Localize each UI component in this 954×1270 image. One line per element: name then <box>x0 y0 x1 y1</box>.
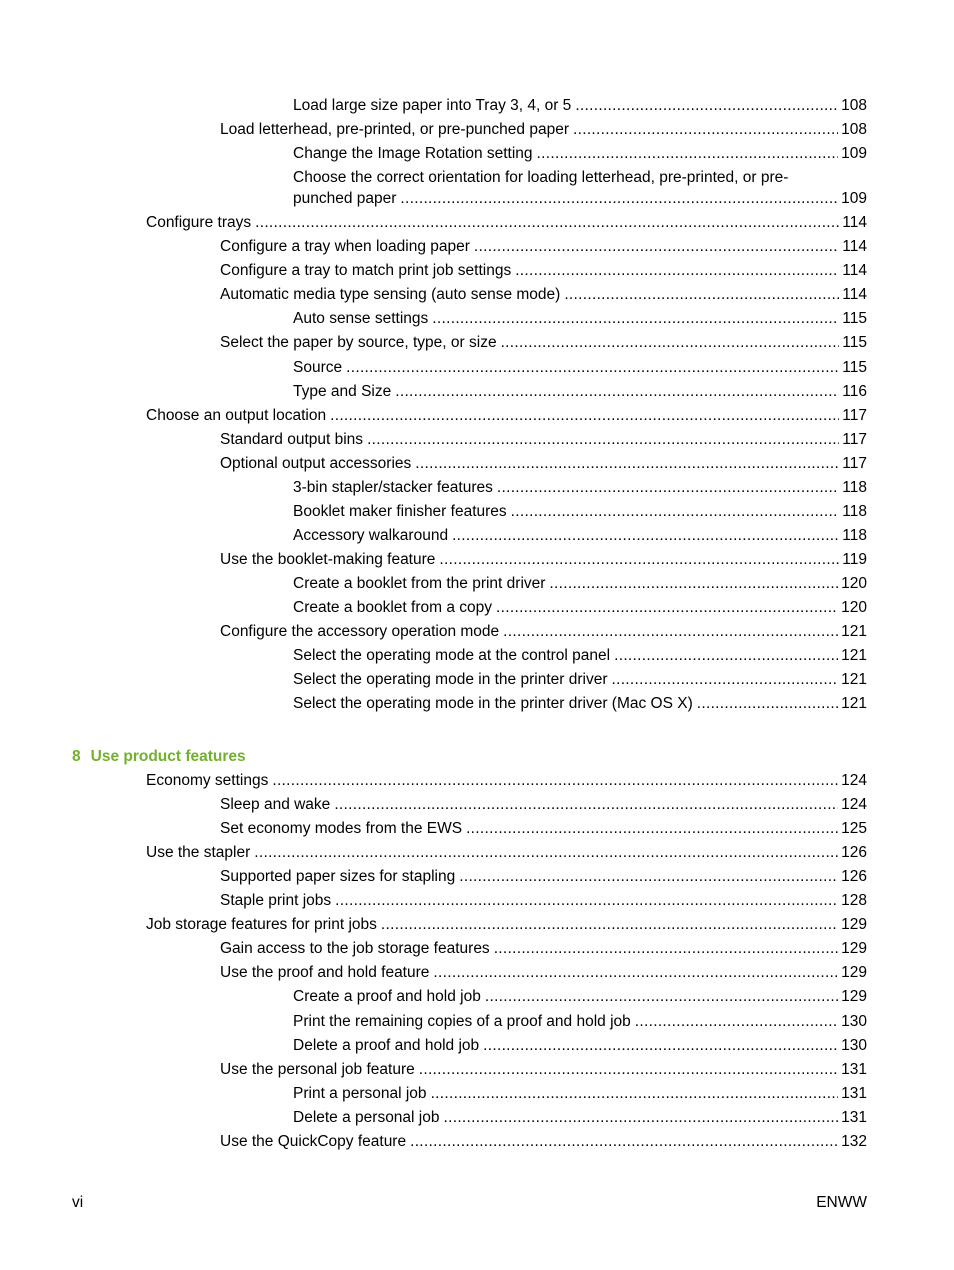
toc-entry-title: Set economy modes from the EWS <box>220 820 463 838</box>
toc-entry-page-number: 108 <box>841 121 867 139</box>
dot-leader <box>395 383 839 401</box>
toc-entry-title: Select the paper by source, type, or size <box>220 334 497 352</box>
toc-entry-page-number: 126 <box>841 868 867 886</box>
toc-entry-title: Type and Size <box>293 382 392 400</box>
dot-leader <box>483 1037 838 1055</box>
dot-leader <box>335 892 838 910</box>
toc-entry-title: Create a booklet from a copy <box>293 599 493 616</box>
toc-entry-title: Use the booklet-making feature <box>220 550 436 568</box>
dot-leader <box>573 121 838 139</box>
dot-leader <box>515 262 839 280</box>
dot-leader <box>439 551 839 569</box>
dot-leader <box>334 796 838 814</box>
dot-leader <box>496 599 838 617</box>
toc-entry-level-1[interactable] <box>146 916 867 934</box>
toc-entry-level-2[interactable] <box>220 551 867 569</box>
toc-entry-title: Standard output bins <box>220 430 364 448</box>
toc-entry-title: Delete a proof and hold job <box>293 1036 480 1054</box>
toc-entry-title: Configure the accessory operation mode <box>220 623 500 641</box>
toc-entry-page-number: 117 <box>842 406 867 424</box>
toc-entry-title: Configure trays <box>146 214 252 232</box>
dot-leader <box>697 695 838 713</box>
toc-entry-level-2[interactable] <box>220 121 867 139</box>
toc-entry-page-number: 114 <box>842 262 867 280</box>
dot-leader <box>614 647 838 665</box>
toc-entry-title: Sleep and wake <box>220 796 331 814</box>
toc-entry-level-3[interactable] <box>293 479 867 497</box>
toc-entry-page-number: 126 <box>841 844 867 862</box>
toc-entry-page-number: 130 <box>841 1036 867 1054</box>
toc-entry-title: Change the Image Rotation setting <box>293 145 533 163</box>
toc-entry-title: Load large size paper into Tray 3, 4, or 5 <box>293 97 572 114</box>
toc-entry-level-3[interactable] <box>293 988 867 1006</box>
chapter-heading <box>72 748 246 766</box>
toc-entry-page-number: 114 <box>842 238 867 256</box>
toc-entry-level-2[interactable] <box>220 892 867 910</box>
dot-leader <box>501 334 840 352</box>
toc-entry-title-line1: Choose the correct orientation for loading letterhead, pre-printed, or pre- <box>293 169 789 187</box>
toc-entry-level-3[interactable] <box>293 383 867 401</box>
toc-entry-level-2[interactable] <box>220 623 867 641</box>
toc-entry-page-number: 120 <box>841 599 867 616</box>
toc-entry-level-2[interactable] <box>220 820 867 838</box>
toc-entry-level-2[interactable] <box>220 262 867 280</box>
chapter-number: 8 <box>72 748 81 765</box>
toc-entry-level-3[interactable] <box>293 647 867 665</box>
toc-entry-title: Configure a tray to match print job settings <box>220 262 512 280</box>
toc-entry-page-number: 118 <box>842 478 867 496</box>
toc-entry-title: Gain access to the job storage features <box>220 940 490 958</box>
dot-leader <box>549 575 838 593</box>
toc-entry-page-number: 114 <box>842 214 867 232</box>
dot-leader <box>537 145 839 163</box>
toc-entry-page-number: 129 <box>841 916 867 934</box>
toc-entry-page-number: 129 <box>841 940 867 958</box>
dot-leader <box>415 455 839 473</box>
dot-leader <box>452 527 839 545</box>
toc-entry-title: Supported paper sizes for stapling <box>220 868 456 886</box>
toc-entry-page-number: 109 <box>841 145 867 163</box>
toc-entry-page-number: 121 <box>841 623 867 641</box>
toc-entry-page-number: 120 <box>841 574 867 592</box>
dot-leader <box>611 671 838 689</box>
toc-entry-page-number: 117 <box>842 454 867 472</box>
toc-entry-title: Select the operating mode in the printer driver <box>293 671 608 689</box>
toc-entry-title: Delete a personal job <box>293 1108 440 1126</box>
toc-entry-page-number: 121 <box>841 647 867 665</box>
dot-leader <box>330 407 839 425</box>
toc-entry-title: Job storage features for print jobs <box>146 916 377 934</box>
toc-entry-level-3[interactable] <box>293 575 867 593</box>
toc-entry-title: Use the QuickCopy feature <box>220 1132 407 1150</box>
toc-entry-page-number: 124 <box>841 796 867 814</box>
footer-page-number: vi <box>72 1194 84 1211</box>
toc-entry-level-3[interactable] <box>293 1037 867 1055</box>
toc-entry-page-number: 121 <box>841 695 867 713</box>
dot-leader <box>432 310 839 328</box>
toc-entry-level-3[interactable] <box>293 599 867 617</box>
toc-entry-page-number: 108 <box>841 97 867 114</box>
toc-entry-page-number: 128 <box>841 892 867 910</box>
dot-leader <box>444 1109 839 1127</box>
dot-leader <box>254 844 838 862</box>
toc-entry-title: Print the remaining copies of a proof and hold job <box>293 1012 631 1030</box>
toc-entry-level-2[interactable] <box>220 238 867 256</box>
toc-entry-title: Select the operating mode in the printer driver (Mac OS X) <box>293 695 693 713</box>
toc-entry-title: Auto sense settings <box>293 310 429 328</box>
toc-entry-page-number: 117 <box>842 430 867 448</box>
toc-entry-title: Print a personal job <box>293 1084 427 1102</box>
toc-entry-level-3[interactable] <box>293 503 867 521</box>
toc-entry-level-3[interactable] <box>293 671 867 689</box>
dot-leader <box>255 214 839 232</box>
dot-leader <box>494 940 838 958</box>
dot-leader <box>431 1085 839 1103</box>
toc-entry-level-3[interactable] <box>293 527 867 545</box>
toc-entry-title: Booklet maker finisher features <box>293 502 507 520</box>
toc-entry-level-3[interactable] <box>293 1085 867 1103</box>
toc-entry-page-number: 132 <box>841 1132 867 1150</box>
toc-entry-level-1[interactable] <box>146 844 867 862</box>
toc-entry-page-number: 115 <box>842 358 867 376</box>
toc-entry-level-3[interactable] <box>293 695 867 713</box>
dot-leader <box>511 503 840 521</box>
toc-entry-level-3[interactable] <box>293 1013 867 1031</box>
toc-entry-page-number: 116 <box>842 382 867 400</box>
dot-leader <box>497 479 839 497</box>
toc-entry-level-3[interactable] <box>293 145 867 163</box>
toc-entry-level-2[interactable] <box>220 964 867 982</box>
dot-leader <box>400 190 838 208</box>
toc-entry-page-number: 115 <box>842 334 867 352</box>
toc-entry-page-number: 118 <box>842 502 867 520</box>
toc-entry-title: Create a proof and hold job <box>293 988 481 1006</box>
dot-leader <box>564 286 839 304</box>
toc-entry-level-3[interactable] <box>293 97 867 115</box>
dot-leader <box>367 431 839 449</box>
dot-leader <box>433 964 838 982</box>
toc-entry-title: Select the operating mode at the control panel <box>293 647 611 665</box>
toc-entry-title: Source <box>293 358 343 376</box>
toc-entry-title: Economy settings <box>146 772 269 789</box>
toc-entry-page-number: 131 <box>841 1108 867 1126</box>
dot-leader <box>459 868 838 886</box>
toc-entry-level-2[interactable] <box>220 940 867 958</box>
dot-leader <box>635 1013 838 1031</box>
toc-entry-level-2[interactable] <box>220 1133 867 1151</box>
toc-entry-level-2[interactable] <box>220 431 867 449</box>
toc-entry-level-1[interactable] <box>146 407 867 425</box>
toc-entry-title: Accessory walkaround <box>293 526 449 544</box>
dot-leader <box>381 916 838 934</box>
toc-entry-title: Optional output accessories <box>220 454 412 472</box>
dot-leader <box>272 772 838 790</box>
toc-entry-level-3[interactable] <box>293 190 867 208</box>
toc-entry-title: Staple print jobs <box>220 892 332 910</box>
toc-entry-level-2[interactable] <box>220 1061 867 1079</box>
toc-entry-page-number: 124 <box>841 772 867 789</box>
dot-leader <box>575 97 838 115</box>
footer-document-code: ENWW <box>816 1194 867 1211</box>
toc-entry-level-3[interactable] <box>293 310 867 328</box>
toc-entry-page-number: 114 <box>842 286 867 304</box>
dot-leader <box>346 359 839 377</box>
toc-entry-title: Create a booklet from the print driver <box>293 574 546 592</box>
dot-leader <box>474 238 839 256</box>
toc-entry-level-2[interactable] <box>220 286 867 304</box>
toc-entry-title: 3-bin stapler/stacker features <box>293 478 493 496</box>
chapter-title: Use product features <box>90 748 246 765</box>
toc-entry-page-number: 131 <box>841 1084 867 1102</box>
toc-entry-page-number: 115 <box>842 310 867 328</box>
toc-entry-level-1[interactable] <box>146 214 867 232</box>
toc-entry-title: Use the personal job feature <box>220 1060 415 1078</box>
toc-entry-page-number: 130 <box>841 1012 867 1030</box>
dot-leader <box>466 820 838 838</box>
dot-leader <box>410 1133 838 1151</box>
toc-entry-level-2[interactable] <box>220 868 867 886</box>
toc-entry-level-2[interactable] <box>220 455 867 473</box>
toc-entry-title: Configure a tray when loading paper <box>220 238 470 256</box>
toc-entry-level-3[interactable] <box>293 1109 867 1127</box>
toc-entry-level-1[interactable] <box>146 772 867 790</box>
toc-entry-title-line2: punched paper <box>293 190 397 208</box>
dot-leader <box>485 988 838 1006</box>
toc-entry-page-number: 109 <box>841 190 867 208</box>
toc-entry-page-number: 129 <box>841 988 867 1006</box>
toc-entry-level-2[interactable] <box>220 796 867 814</box>
toc-entry-title: Automatic media type sensing (auto sense mode) <box>220 286 561 304</box>
toc-entry-title: Use the stapler <box>146 844 251 862</box>
toc-entry-title: Use the proof and hold feature <box>220 964 430 982</box>
toc-entry-level-3[interactable] <box>293 359 867 377</box>
toc-entry-page-number: 125 <box>841 820 867 838</box>
toc-entry-page-number: 129 <box>841 964 867 982</box>
toc-entry-page-number: 119 <box>842 550 867 568</box>
toc-entry-title: Choose an output location <box>146 406 327 424</box>
toc-entry-page-number: 118 <box>842 526 867 544</box>
dot-leader <box>419 1061 838 1079</box>
toc-entry-page-number: 121 <box>841 671 867 689</box>
toc-entry-level-2[interactable] <box>220 334 867 352</box>
toc-entry-title: Load letterhead, pre-printed, or pre-punched paper <box>220 121 569 139</box>
toc-entry-page-number: 131 <box>841 1060 867 1078</box>
dot-leader <box>503 623 838 641</box>
